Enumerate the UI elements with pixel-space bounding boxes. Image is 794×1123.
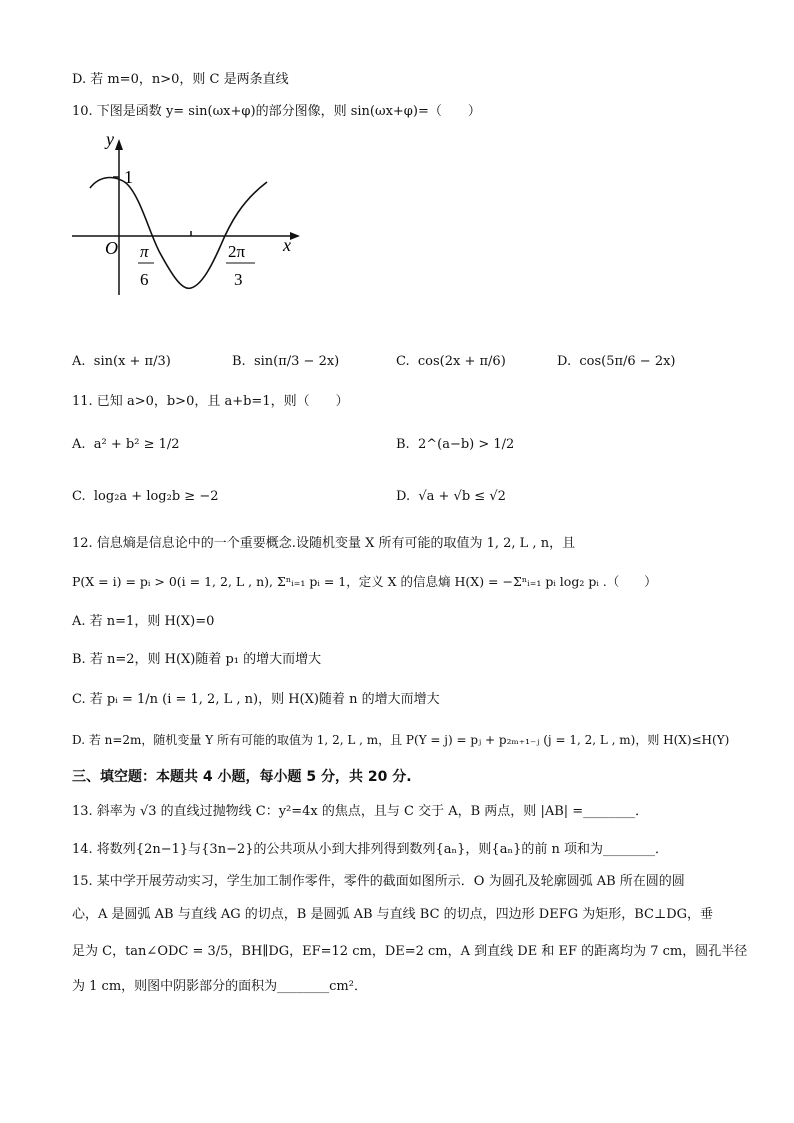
y-axis-label: y (106, 129, 114, 149)
q10-option-c: C. cos(2x + π/6) (396, 354, 506, 369)
q12-stem: 12. 信息熵是信息论中的一个重要概念.设随机变量 X 所有可能的取值为 1, 2, L , n，且 (72, 536, 576, 551)
q15-line-2: 心，A 是圆弧 AB 与直线 AG 的切点，B 是圆弧 AB 与直线 BC 的切点，四边形 DEFG 为矩形，BC⊥DG，垂 (72, 907, 714, 922)
q14: 14. 将数列{2n−1}与{3n−2}的公共项从小到大排列得到数列{aₙ}，则{aₙ}的前 n 项和为________． (72, 842, 668, 857)
q12-option-d: D. 若 n=2m，随机变量 Y 所有可能的取值为 1, 2, L , m，且 P(Y = j) = pⱼ + p₂ₘ₊₁₋ⱼ (j = 1, 2, L , m)，则 H(X)≤H(Y) (72, 733, 730, 747)
q10-option-a: A. sin(x + π/3) (72, 354, 171, 369)
q11-stem: 11. 已知 a>0，b>0，且 a+b=1，则（ ） (72, 394, 349, 409)
x-axis-arrow (290, 232, 300, 240)
q9-option-d: D. 若 m=0，n>0，则 C 是两条直线 (72, 72, 289, 87)
q10-option-d: D. cos(5π/6 − 2x) (557, 354, 676, 369)
q15-line-4: 为 1 cm，则图中阴影部分的面积为________cm²． (72, 979, 367, 994)
q12-option-c: C. 若 pᵢ = 1/n (i = 1, 2, L , n)，则 H(X)随着 n 的增大而增大 (72, 692, 440, 707)
origin-label: O (105, 238, 118, 258)
x-axis-label: x (283, 235, 291, 255)
q13: 13. 斜率为 √3 的直线过抛物线 C：y²=4x 的焦点，且与 C 交于 A，B 两点，则 |AB| =________． (72, 804, 649, 819)
q10-sine-graph (60, 125, 320, 300)
q12-option-b: B. 若 n=2，则 H(X)随着 p₁ 的增大而增大 (72, 652, 322, 667)
q12-option-a: A. 若 n=1，则 H(X)=0 (72, 614, 215, 629)
y-one-label: 1 (124, 167, 133, 187)
q11-option-d: D. √a + √b ≤ √2 (396, 489, 506, 504)
section-heading: 三、填空题：本题共 4 小题，每小题 5 分，共 20 分. (72, 769, 412, 785)
q11-option-a: A. a² + b² ≥ 1/2 (72, 437, 180, 452)
two-pi-denominator: 3 (234, 270, 243, 289)
q11-option-b: B. 2^(a−b) > 1/2 (396, 437, 515, 452)
q15-line-1: 15. 某中学开展劳动实习，学生加工制作零件，零件的截面如图所示．O 为圆孔及轮廓圆弧 AB 所在圆的圆 (72, 874, 685, 889)
q12-stem-definition: P(X = i) = pᵢ > 0(i = 1, 2, L , n), Σⁿᵢ₌₁ pᵢ = 1，定义 X 的信息熵 H(X) = −Σⁿᵢ₌₁ pᵢ log₂ pᵢ .（ ） (72, 574, 657, 589)
two-pi-numerator: 2π (228, 242, 246, 261)
q10-option-b: B. sin(π/3 − 2x) (232, 354, 340, 369)
q15-line-3: 足为 C，tan∠ODC = 3/5，BH∥DG，EF=12 cm，DE=2 cm，A 到直线 DE 和 EF 的距离均为 7 cm，圆孔半径 (72, 944, 748, 959)
y-axis-arrow (115, 139, 123, 150)
pi-numerator: π (140, 242, 149, 261)
q10-stem: 10. 下图是函数 y= sin(ωx+φ)的部分图像，则 sin(ωx+φ)=（ ） (72, 104, 481, 119)
q11-option-c: C. log₂a + log₂b ≥ −2 (72, 489, 219, 504)
pi-denominator: 6 (140, 270, 149, 289)
